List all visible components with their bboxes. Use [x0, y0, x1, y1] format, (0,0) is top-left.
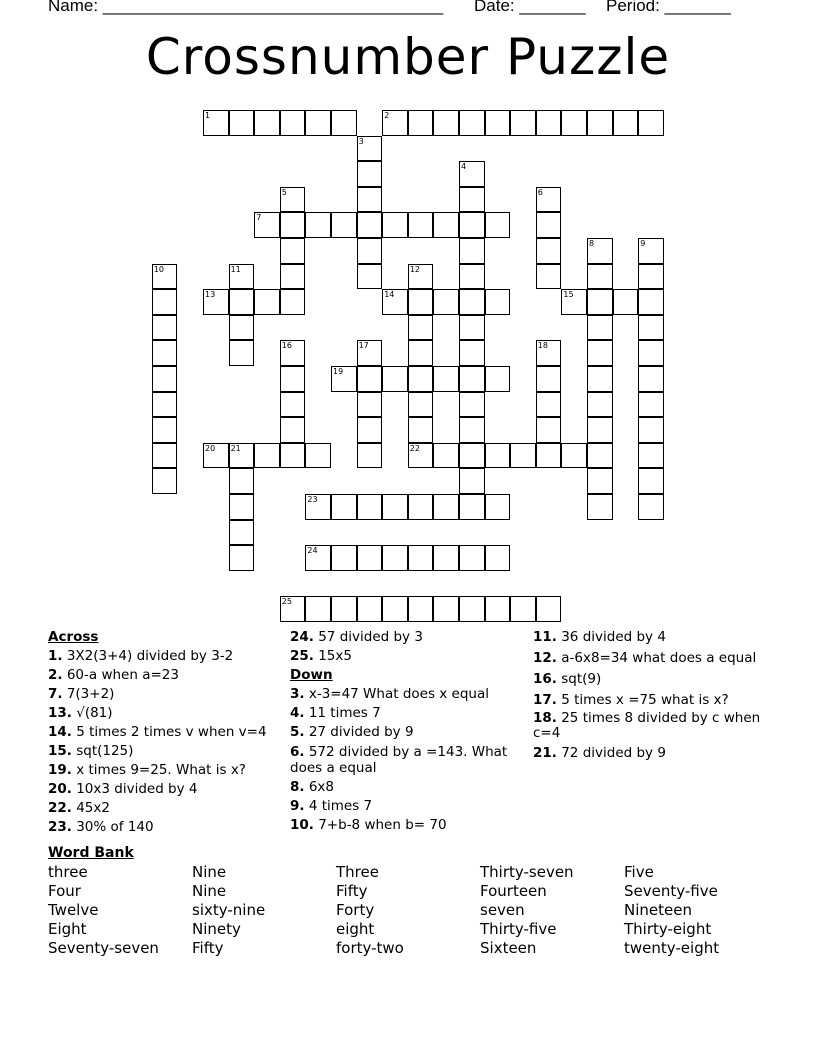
grid-cell[interactable]: [459, 238, 485, 264]
grid-cell[interactable]: [408, 289, 434, 315]
grid-cell[interactable]: [229, 494, 255, 520]
clue-number: 20: [205, 443, 216, 453]
word-bank-item: Thirty-seven: [480, 863, 574, 881]
name-field: Name: ____________________________________: [48, 0, 444, 15]
grid-cell[interactable]: [485, 289, 511, 315]
clue-number: 17: [358, 341, 369, 351]
grid-cell[interactable]: [638, 315, 664, 341]
word-bank-item: Ninety: [192, 920, 241, 938]
grid-cell[interactable]: [485, 212, 511, 238]
word-bank-item: Eight: [48, 920, 87, 938]
grid-cell[interactable]: [459, 392, 485, 418]
grid-cell[interactable]: [331, 366, 357, 392]
clue-number: 12: [409, 264, 420, 274]
clue-number: 21: [230, 443, 241, 453]
grid-cell[interactable]: [638, 443, 664, 469]
word-bank-column-2: [192, 863, 265, 958]
clue-number: 5: [281, 187, 287, 197]
grid-cell[interactable]: [229, 315, 255, 341]
clue-down-12: 12. a-6x8=34 what does a equal: [533, 650, 757, 666]
grid-cell[interactable]: [357, 340, 383, 366]
clue-number: 16: [281, 341, 292, 351]
grid-cell[interactable]: [536, 264, 562, 290]
grid-cell[interactable]: [587, 238, 613, 264]
clue-number: 13: [205, 290, 216, 300]
grid-cell[interactable]: [280, 366, 306, 392]
word-bank-item: Nine: [192, 882, 227, 900]
grid-cell[interactable]: [280, 443, 306, 469]
clue-down-6: 6. 572 divided by a =143. What does a equal: [290, 744, 508, 776]
clue-across-13: 13. √(81): [48, 705, 113, 721]
clue-number: 6: [537, 187, 543, 197]
clue-across-22: 22. 45x2: [48, 800, 110, 816]
clue-down-10: 10. 7+b-8 when b= 70: [290, 817, 447, 833]
grid-cell[interactable]: [459, 366, 485, 392]
grid-cell[interactable]: [152, 443, 178, 469]
grid-cell[interactable]: [459, 468, 485, 494]
grid-cell[interactable]: [510, 443, 536, 469]
grid-cell[interactable]: [459, 161, 485, 187]
word-bank-item: Seventy-five: [624, 882, 718, 900]
clue-across-19: 19. x times 9=25. What is x?: [48, 762, 246, 778]
clue-down-5: 5. 27 divided by 9: [290, 724, 414, 740]
grid-cell[interactable]: [408, 366, 434, 392]
clues-column-2: [290, 628, 520, 835]
word-bank-heading: Word Bank: [48, 845, 134, 861]
grid-cell[interactable]: [510, 596, 536, 622]
grid-cell[interactable]: [587, 417, 613, 443]
clues-column-1: [48, 628, 278, 837]
grid-cell[interactable]: [485, 110, 511, 136]
clue-down-16: 16. sqt(9): [533, 671, 602, 687]
clue-number: 8: [589, 239, 595, 248]
grid-cell[interactable]: [459, 545, 485, 571]
clue-across-7: 7. 7(3+2): [48, 686, 115, 702]
grid-cell[interactable]: [459, 315, 485, 341]
word-bank-item: Fifty: [192, 939, 224, 957]
grid-cell[interactable]: [536, 238, 562, 264]
grid-cell[interactable]: [587, 289, 613, 315]
grid-cell[interactable]: [587, 264, 613, 290]
grid-cell[interactable]: [408, 494, 434, 520]
grid-cell[interactable]: [459, 494, 485, 520]
clue-across-2: 2. 60-a when a=23: [48, 667, 179, 683]
grid-cell[interactable]: [587, 494, 613, 520]
clue-down-3: 3. x-3=47 What does x equal: [290, 686, 490, 702]
grid-cell[interactable]: [280, 110, 306, 136]
grid-cell[interactable]: [408, 110, 434, 136]
grid-cell[interactable]: [433, 494, 459, 520]
word-bank-item: Nine: [192, 863, 227, 881]
grid-cell[interactable]: [408, 212, 434, 238]
grid-cell[interactable]: [536, 443, 562, 469]
grid-cell[interactable]: [459, 417, 485, 443]
word-bank-column-4: [480, 863, 574, 958]
grid-cell[interactable]: [280, 212, 306, 238]
grid-cell[interactable]: [587, 443, 613, 469]
grid-cell[interactable]: [280, 596, 306, 622]
word-bank-item: Nineteen: [624, 901, 692, 919]
grid-cell[interactable]: [382, 289, 408, 315]
grid-cell[interactable]: [459, 596, 485, 622]
grid-cell[interactable]: [152, 468, 178, 494]
clue-number: 2: [384, 111, 390, 120]
clue-number: 9: [640, 239, 646, 248]
word-bank-column-5: [624, 863, 719, 958]
grid-cell[interactable]: [280, 340, 306, 366]
grid-cell[interactable]: [357, 366, 383, 392]
grid-cell[interactable]: [587, 110, 613, 136]
grid-cell[interactable]: [254, 110, 280, 136]
grid-cell[interactable]: [229, 468, 255, 494]
grid-cell[interactable]: [357, 136, 383, 162]
grid-cell[interactable]: [305, 494, 331, 520]
grid-cell[interactable]: [638, 417, 664, 443]
word-bank-item: eight: [336, 920, 375, 938]
grid-cell[interactable]: [536, 110, 562, 136]
clue-number: 1: [205, 111, 211, 120]
grid-cell[interactable]: [229, 110, 255, 136]
grid-cell[interactable]: [459, 289, 485, 315]
grid-cell[interactable]: [408, 340, 434, 366]
grid-cell[interactable]: [229, 289, 255, 315]
grid-cell[interactable]: [382, 596, 408, 622]
word-bank-item: Seventy-seven: [48, 939, 159, 957]
clue-number: 10: [153, 264, 164, 274]
clue-number: 25: [281, 597, 292, 607]
grid-cell[interactable]: [408, 545, 434, 571]
grid-cell[interactable]: [357, 161, 383, 187]
grid-cell[interactable]: [459, 110, 485, 136]
clue-number: 3: [358, 136, 364, 146]
grid-cell[interactable]: [485, 545, 511, 571]
grid-cell[interactable]: [152, 392, 178, 418]
clue-down-4: 4. 11 times 7: [290, 705, 381, 721]
grid-cell[interactable]: [152, 289, 178, 315]
grid-cell[interactable]: [203, 110, 229, 136]
grid-cell[interactable]: [587, 315, 613, 341]
grid-cell[interactable]: [280, 392, 306, 418]
grid-cell[interactable]: [152, 340, 178, 366]
grid-cell[interactable]: [433, 366, 459, 392]
grid-cell[interactable]: [331, 110, 357, 136]
grid-cell[interactable]: [280, 187, 306, 213]
grid-cell[interactable]: [613, 289, 639, 315]
grid-cell[interactable]: [408, 315, 434, 341]
grid-cell[interactable]: [229, 443, 255, 469]
word-bank-item: forty-two: [336, 939, 404, 957]
grid-cell[interactable]: [433, 289, 459, 315]
grid-cell[interactable]: [357, 417, 383, 443]
grid-cell[interactable]: [433, 596, 459, 622]
grid-cell[interactable]: [638, 494, 664, 520]
grid-cell[interactable]: [408, 596, 434, 622]
clue-down-11: 11. 36 divided by 4: [533, 629, 666, 645]
grid-cell[interactable]: [305, 110, 331, 136]
clue-down-9: 9. 4 times 7: [290, 798, 373, 814]
clue-across-1: 1. 3X2(3+4) divided by 3-2: [48, 648, 234, 664]
word-bank-column-1: [48, 863, 159, 958]
clue-number: 4: [461, 162, 467, 172]
grid-cell[interactable]: [229, 520, 255, 546]
grid-cell[interactable]: [485, 366, 511, 392]
grid-cell[interactable]: [433, 110, 459, 136]
grid-cell[interactable]: [459, 264, 485, 290]
grid-cell[interactable]: [638, 289, 664, 315]
word-bank-item: Fourteen: [480, 882, 547, 900]
word-bank-item: Three: [336, 863, 379, 881]
grid-cell[interactable]: [638, 366, 664, 392]
clue-down-21: 21. 72 divided by 9: [533, 745, 666, 761]
grid-cell[interactable]: [536, 187, 562, 213]
grid-cell[interactable]: [382, 366, 408, 392]
grid-cell[interactable]: [638, 264, 664, 290]
grid-cell[interactable]: [357, 238, 383, 264]
grid-cell[interactable]: [305, 443, 331, 469]
word-bank-item: Twelve: [48, 901, 99, 919]
clue-number: 24: [307, 546, 318, 556]
grid-cell[interactable]: [382, 494, 408, 520]
grid-cell[interactable]: [536, 366, 562, 392]
grid-cell[interactable]: [357, 545, 383, 571]
page-title: Crossnumber Puzzle: [145, 28, 671, 86]
grid-cell[interactable]: [331, 596, 357, 622]
grid-cell[interactable]: [485, 494, 511, 520]
grid-cell[interactable]: [459, 187, 485, 213]
word-bank-column-3: [336, 863, 404, 958]
word-bank-item: Five: [624, 863, 654, 881]
grid-cell[interactable]: [638, 340, 664, 366]
grid-cell[interactable]: [638, 110, 664, 136]
grid-cell[interactable]: [152, 366, 178, 392]
word-bank-item: Sixteen: [480, 939, 537, 957]
grid-cell[interactable]: [331, 212, 357, 238]
clue-number: 15: [563, 290, 574, 300]
clue-down-17: 17. 5 times x =75 what is x?: [533, 692, 729, 708]
grid-cell[interactable]: [357, 494, 383, 520]
down-heading: Down: [290, 667, 333, 683]
clue-across-14: 14. 5 times 2 times v when v=4: [48, 724, 267, 740]
clue-number: 14: [384, 290, 395, 300]
grid-cell[interactable]: [433, 545, 459, 571]
grid-cell[interactable]: [331, 494, 357, 520]
clue-across-24: 24. 57 divided by 3: [290, 629, 423, 645]
grid-cell[interactable]: [229, 264, 255, 290]
clue-across-20: 20. 10x3 divided by 4: [48, 781, 198, 797]
grid-cell[interactable]: [485, 443, 511, 469]
grid-cell[interactable]: [280, 289, 306, 315]
grid-cell[interactable]: [357, 212, 383, 238]
grid-cell[interactable]: [152, 417, 178, 443]
grid-cell[interactable]: [459, 212, 485, 238]
clue-number: 18: [537, 341, 548, 351]
clue-across-15: 15. sqt(125): [48, 743, 134, 759]
word-bank-item: Thirty-five: [480, 920, 557, 938]
clue-number: 11: [230, 264, 241, 274]
clue-across-23: 23. 30% of 140: [48, 819, 154, 835]
word-bank-item: sixty-nine: [192, 901, 266, 919]
grid-cell[interactable]: [408, 392, 434, 418]
word-bank-item: seven: [480, 901, 525, 919]
grid-cell[interactable]: [408, 443, 434, 469]
grid-cell[interactable]: [587, 366, 613, 392]
clue-number: 22: [409, 443, 420, 453]
word-bank-item: Four: [48, 882, 81, 900]
grid-cell[interactable]: [152, 315, 178, 341]
grid-cell[interactable]: [280, 264, 306, 290]
date-field: Date: _______: [474, 0, 586, 15]
grid-cell[interactable]: [587, 468, 613, 494]
grid-cell[interactable]: [357, 596, 383, 622]
grid-cell[interactable]: [331, 545, 357, 571]
period-field: Period: _______: [606, 0, 731, 15]
grid-cell[interactable]: [382, 212, 408, 238]
word-bank-item: three: [48, 863, 88, 881]
grid-cell[interactable]: [357, 443, 383, 469]
grid-cell[interactable]: [638, 392, 664, 418]
grid-cell[interactable]: [357, 392, 383, 418]
grid-cell[interactable]: [561, 289, 587, 315]
grid-cell[interactable]: [408, 264, 434, 290]
grid-cell[interactable]: [280, 238, 306, 264]
grid-cell[interactable]: [203, 289, 229, 315]
grid-cell[interactable]: [536, 392, 562, 418]
grid-cell[interactable]: [638, 238, 664, 264]
grid-cell[interactable]: [433, 443, 459, 469]
grid-cell[interactable]: [152, 264, 178, 290]
grid-cell[interactable]: [433, 212, 459, 238]
word-bank-item: Fifty: [336, 882, 368, 900]
word-bank-item: Thirty-eight: [624, 920, 712, 938]
grid-cell[interactable]: [587, 340, 613, 366]
grid-cell[interactable]: [408, 417, 434, 443]
grid-cell[interactable]: [459, 340, 485, 366]
grid-cell[interactable]: [382, 545, 408, 571]
grid-cell[interactable]: [587, 392, 613, 418]
clues-column-3: [533, 628, 773, 763]
grid-cell[interactable]: [536, 212, 562, 238]
grid-cell[interactable]: [305, 596, 331, 622]
grid-cell[interactable]: [357, 264, 383, 290]
grid-cell[interactable]: [203, 443, 229, 469]
grid-cell[interactable]: [305, 212, 331, 238]
grid-cell[interactable]: [561, 443, 587, 469]
grid-cell[interactable]: [536, 596, 562, 622]
grid-cell[interactable]: [357, 187, 383, 213]
clue-down-18: 18. 25 times 8 divided by c when c=4: [533, 710, 761, 741]
grid-cell[interactable]: [254, 289, 280, 315]
clue-across-25: 25. 15x5: [290, 648, 352, 664]
grid-cell[interactable]: [459, 443, 485, 469]
clue-number: 19: [333, 367, 344, 376]
clue-down-8: 8. 6x8: [290, 779, 334, 795]
grid-cell[interactable]: [561, 110, 587, 136]
across-heading: Across: [48, 629, 99, 645]
grid-cell[interactable]: [613, 110, 639, 136]
word-bank-item: Forty: [336, 901, 375, 919]
grid-cell[interactable]: [229, 545, 255, 571]
grid-cell[interactable]: [254, 443, 280, 469]
grid-cell[interactable]: [305, 545, 331, 571]
grid-cell[interactable]: [254, 212, 280, 238]
word-bank-item: twenty-eight: [624, 939, 720, 957]
grid-cell[interactable]: [638, 468, 664, 494]
grid-cell[interactable]: [536, 340, 562, 366]
grid-cell[interactable]: [229, 340, 255, 366]
grid-cell[interactable]: [485, 596, 511, 622]
grid-cell[interactable]: [536, 417, 562, 443]
grid-cell[interactable]: [510, 110, 536, 136]
clue-number: 7: [256, 213, 262, 223]
clue-number: 23: [307, 495, 318, 504]
grid-cell[interactable]: [280, 417, 306, 443]
grid-cell[interactable]: [382, 110, 408, 136]
